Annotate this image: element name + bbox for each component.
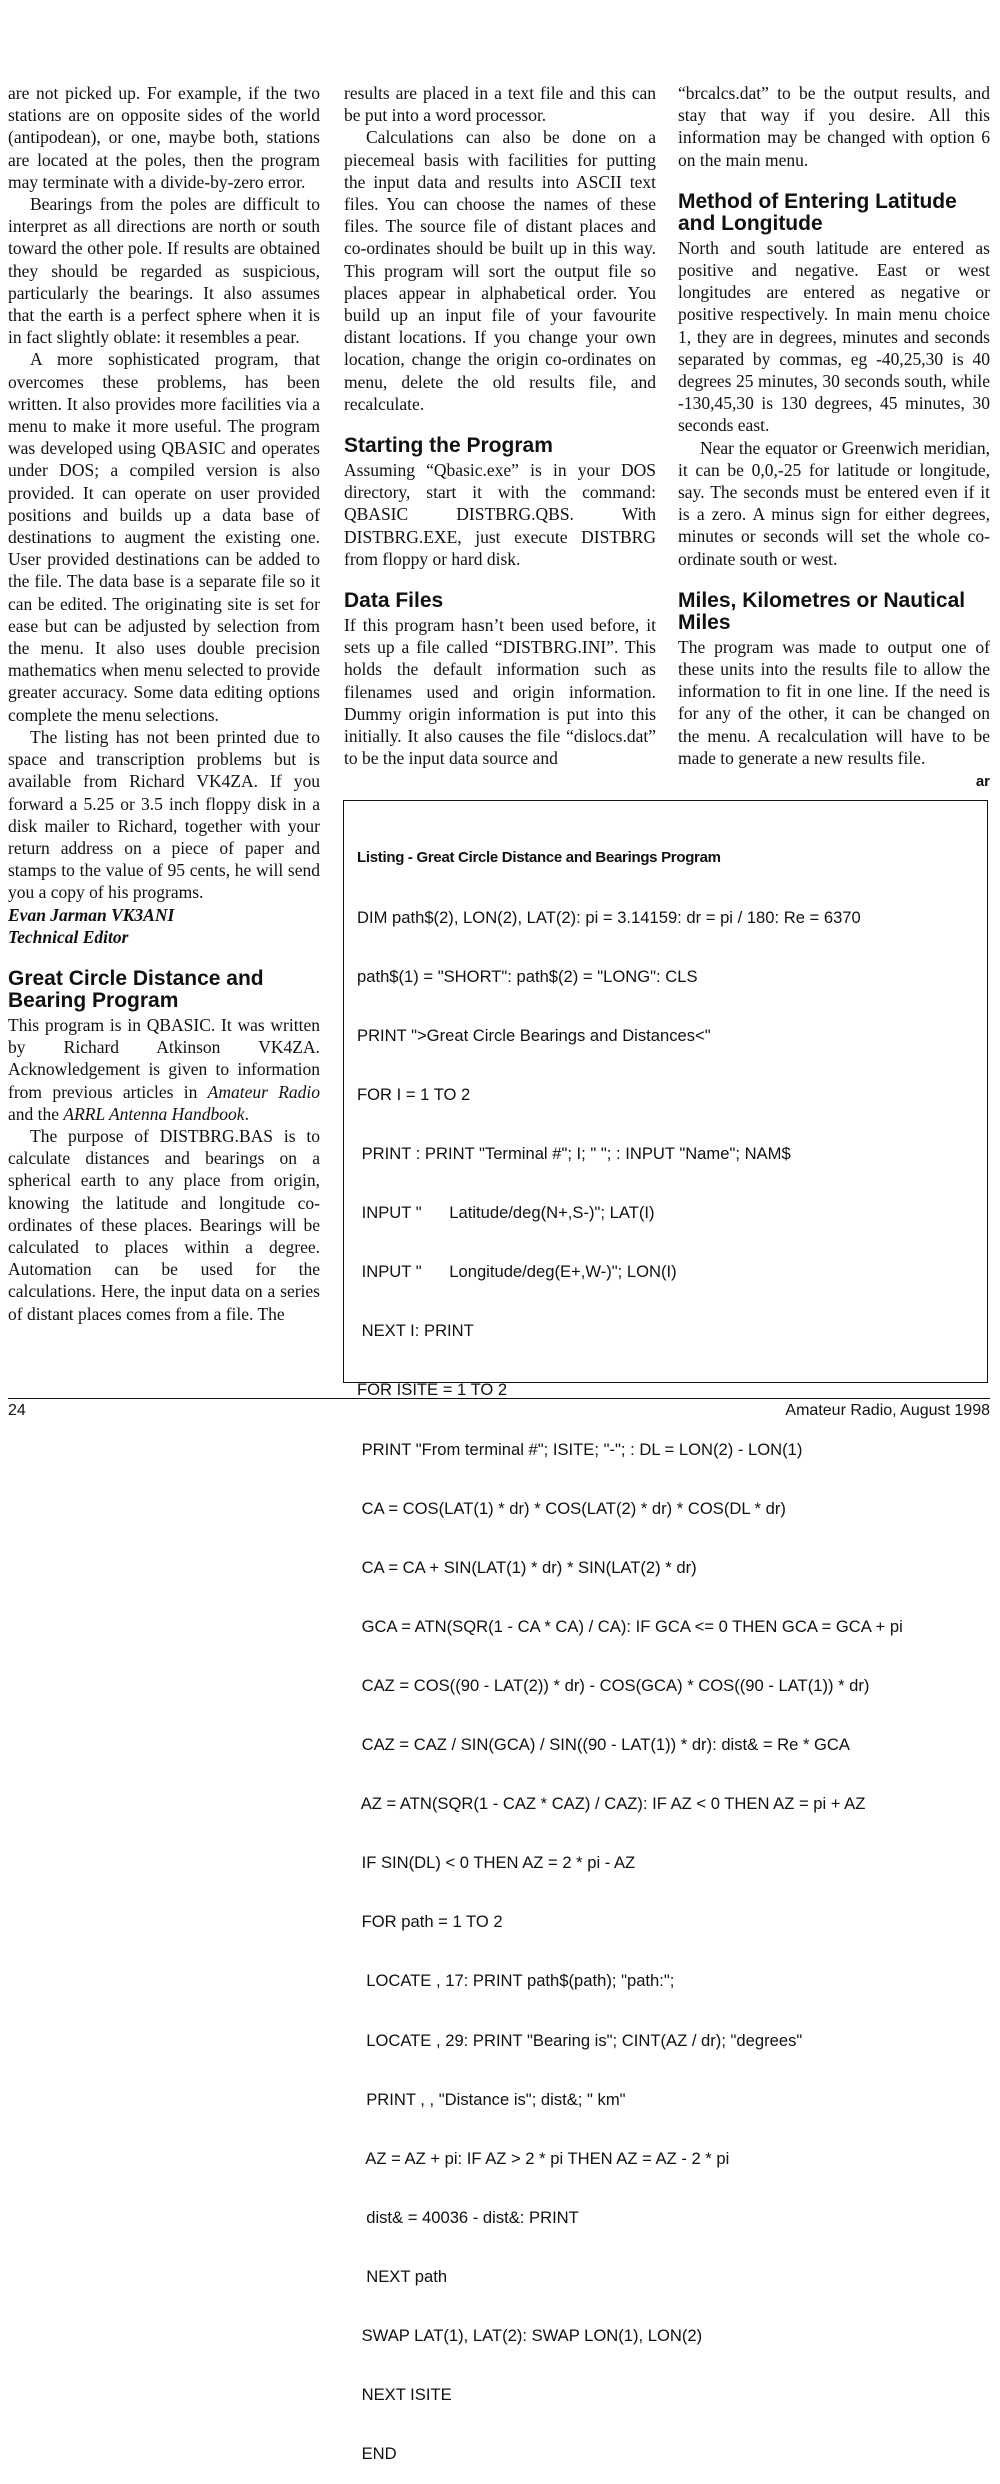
section-heading-starting: Starting the Program xyxy=(344,434,553,458)
end-mark: ar xyxy=(975,773,990,791)
code-line: CA = CA + SIN(LAT(1) * dr) * SIN(LAT(2) * dr) xyxy=(357,1557,697,1577)
section-heading-data-files: Data Files xyxy=(344,589,444,613)
paragraph: results are placed in a text file and this can be put into a word processor. xyxy=(344,83,656,126)
listing-title: Listing - Great Circle Distance and Bearings Program xyxy=(357,849,721,867)
paragraph: The listing has not been printed due to space and transcription problems but is available from Richard VK4ZA. If you forward a 5.25 or 3.5 inch floppy disk in a disk mailer to Richard, together with your return address on a piece of paper and stamps to the value of 95 cents, he will send you a copy of his programs. xyxy=(8,726,320,903)
code-line: PRINT : PRINT "Terminal #"; I; " "; : INPUT "Name"; NAM$ xyxy=(357,1143,791,1163)
text-span: and the xyxy=(8,1103,64,1124)
code-line: AZ = AZ + pi: IF AZ > 2 * pi THEN AZ = AZ - 2 * pi xyxy=(357,2148,730,2168)
author-title: Technical Editor xyxy=(8,926,129,947)
code-line: PRINT , , "Distance is"; dist&; " km" xyxy=(357,2089,626,2109)
code-line: NEXT ISITE xyxy=(357,2385,452,2405)
code-line: path$(1) = "SHORT": path$(2) = "LONG": CLS xyxy=(357,966,698,986)
code-line: dist& = 40036 - dist&: PRINT xyxy=(357,2207,579,2227)
column-3 xyxy=(678,82,990,793)
column-1 xyxy=(8,82,320,1325)
text-span: . xyxy=(244,1103,249,1124)
paragraph: Assuming “Qbasic.exe” is in your DOS directory, start it with the command: QBASIC DISTBRG.QBS. With DISTBRG.EXE, just execute DISTBRG from floppy or hard disk. xyxy=(344,460,656,569)
code-line: LOCATE , 17: PRINT path$(path); "path:"; xyxy=(357,1971,675,1991)
code-line: NEXT I: PRINT xyxy=(357,1321,474,1341)
author-name: Evan Jarman VK3ANI xyxy=(8,904,175,925)
code-line: FOR ISITE = 1 TO 2 xyxy=(357,1380,508,1400)
code-line: NEXT path xyxy=(357,2267,448,2287)
paragraph: If this program hasn’t been used before, it sets up a file called “DISTBRG.INI”. This holds the default information such as filenames used and origin information. Dummy origin information is put into this initially. It also causes the file “dislocs.dat” to be the input data source and xyxy=(344,615,656,769)
code-line: SWAP LAT(1), LAT(2): SWAP LON(1), LON(2) xyxy=(357,2326,703,2346)
paragraph: Bearings from the poles are difficult to interpret as all directions are north or south toward the other pole. If results are obtained they should be regarded as suspicious, particularly the bearings. It also assumes that the earth is a perfect sphere when it is in fact slightly oblate: it resembles a pear. xyxy=(8,194,320,348)
code-line: LOCATE , 29: PRINT "Bearing is"; CINT(AZ / dr); "degrees" xyxy=(357,2030,803,2050)
code-line: INPUT " Longitude/deg(E+,W-)"; LON(I) xyxy=(357,1262,677,1282)
code-line: CA = COS(LAT(1) * dr) * COS(LAT(2) * dr) * COS(DL * dr) xyxy=(357,1498,786,1518)
code-line: AZ = ATN(SQR(1 - CAZ * CAZ) / CAZ): IF AZ < 0 THEN AZ = pi + AZ xyxy=(357,1794,866,1814)
code-line: GCA = ATN(SQR(1 - CA * CA) / CA): IF GCA <= 0 THEN GCA = GCA + pi xyxy=(357,1616,903,1636)
code-line: PRINT ">Great Circle Bearings and Distances<" xyxy=(357,1025,711,1045)
paragraph: Near the equator or Greenwich meridian, it can be 0,0,-25 for latitude or longitude, say. The seconds must be entered even if it is a zero. A minus sign for either degrees, minutes or seconds will set the whole co-ordinate south or west. xyxy=(678,437,990,569)
paragraph: are not picked up. For example, if the two stations are on opposite sides of the world (antipodean), or one, maybe both, stations are located at the poles, then the program may terminate with a divide-by-zero error. xyxy=(8,83,320,192)
text-span: This program is in QBASIC. It was written by Richard Atkinson VK4ZA. Acknowledgement is given to information from previous articles in xyxy=(8,1014,320,1102)
publication-footer: Amateur Radio, August 1998 xyxy=(785,1402,990,1419)
page-number: 24 xyxy=(8,1402,26,1419)
paragraph: The purpose of DISTBRG.BAS is to calculate distances and bearings on a spherical earth to any place from origin, knowing the latitude and longitude co-ordinates of these places. Bearings will be calculated to places within a degree. Automation can be used for the calculations. Here, the input data on a series of distant places comes from a file. The xyxy=(8,1125,320,1324)
section-heading-method: Method of Entering Latitude and Longitude xyxy=(678,189,957,235)
paragraph: “brcalcs.dat” to be the output results, and stay that way if you desire. All this information may be changed with option 6 on the main menu. xyxy=(678,83,990,170)
paragraph: North and south latitude are entered as positive and negative. East or west longitudes are entered as negative or positive respectively. In main menu choice 1, they are in degrees, minutes and seconds separated by commas, eg -40,25,30 is 40 degrees 25 minutes, 30 seconds south, while -130,45,30 is 130 degrees, 45 minutes, 30 seconds east. xyxy=(678,237,990,436)
code-line: FOR I = 1 TO 2 xyxy=(357,1084,471,1104)
code-line: CAZ = CAZ / SIN(GCA) / SIN((90 - LAT(1)) * dr): dist& = Re * GCA xyxy=(357,1735,850,1755)
code-line: IF SIN(DL) < 0 THEN AZ = 2 * pi - AZ xyxy=(357,1853,636,1873)
section-heading-miles: Miles, Kilometres or Nautical Miles xyxy=(678,588,966,634)
paragraph: A more sophisticated program, that overcomes these problems, has been written. It also provides more facilities via a menu to make it more useful. The program was developed using QBASIC and operates under DOS; a compiled version is also provided. It can operate on user provided positions and builds up a data base of destinations to augment the existing one. User provided destinations can be added to the file. The data base is a separate file so it can be edited. The originating site is set for ease but can be adjusted by selection from the menu. It also uses double precision mathematics when menu selected to provide greater accuracy. Some data editing options complete the menu selections. xyxy=(8,349,320,725)
paragraph xyxy=(8,1014,320,1125)
section-heading-great-circle: Great Circle Distance and Bearing Program xyxy=(8,966,264,1012)
paragraph: Calculations can also be done on a piecemeal basis with facilities for putting the input data and results into ASCII text files. You can choose the names of these files. The source file of distant places and co-ordinates should be built up in this way. This program will sort the output file so places appear in alphabetical order. You build up an input file of your favourite distant locations. If you change your own location, change the origin co-ordinates on menu, delete the old results file, and recalculate. xyxy=(344,127,656,414)
code-line: DIM path$(2), LON(2), LAT(2): pi = 3.14159: dr = pi / 180: Re = 6370 xyxy=(357,907,861,927)
footer-rule xyxy=(8,1398,990,1399)
column-2 xyxy=(344,82,656,769)
publication-name: ARRL Antenna Handbook xyxy=(63,1103,245,1124)
code-line: CAZ = COS((90 - LAT(2)) * dr) - COS(GCA) * COS((90 - LAT(1)) * dr) xyxy=(357,1675,870,1695)
code-line: PRINT "From terminal #"; ISITE; "-"; : DL = LON(2) - LON(1) xyxy=(357,1439,803,1459)
code-line: END xyxy=(357,2444,397,2464)
code-line: INPUT " Latitude/deg(N+,S-)"; LAT(I) xyxy=(357,1203,655,1223)
code-line: FOR path = 1 TO 2 xyxy=(357,1912,503,1932)
publication-name: Amateur Radio xyxy=(207,1081,320,1102)
paragraph: The program was made to output one of these units into the results file to allow the information to fit in one line. If the need is for any of the other, it can be changed on the menu. A recalculation will have to be made to generate a new results file. xyxy=(678,636,990,768)
